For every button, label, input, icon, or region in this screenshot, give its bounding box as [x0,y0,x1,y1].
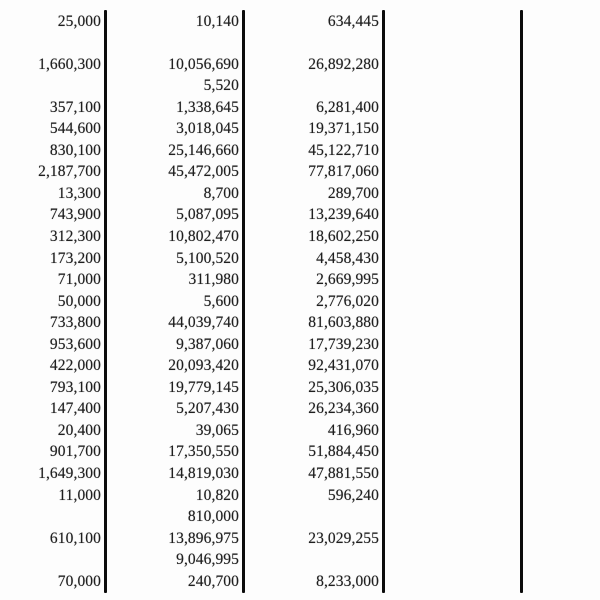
table-row [0,32,600,54]
table-cell: 5,600 [203,292,239,310]
table-cell: 793,100 [49,378,101,396]
numeric-table [0,11,600,593]
table-cell: 901,700 [49,443,101,461]
table-row [0,140,600,162]
table-cell: 3,018,045 [176,120,239,138]
table-cell: 810,000 [187,508,239,526]
table-cell: 1,649,300 [38,465,101,482]
table-row [0,312,600,334]
table-row [0,355,600,377]
table-cell: 2,776,020 [316,292,379,310]
table-row [0,226,600,248]
table-cell: 733,800 [49,314,101,332]
table-cell: 147,400 [49,400,101,418]
table-cell: 71,000 [57,271,101,289]
table-cell: 70,000 [57,572,101,590]
table-row [0,463,600,485]
table-cell: 14,819,030 [168,465,239,482]
table-cell: 596,240 [327,486,379,504]
table-cell: 289,700 [327,184,379,202]
table-row [0,377,600,399]
table-row [0,204,600,226]
table-cell: 4,458,430 [316,249,379,267]
table-cell: 45,122,710 [308,141,379,159]
table-cell: 173,200 [49,249,101,267]
table-row [0,398,600,420]
table-cell: 357,100 [49,98,101,116]
table-row [0,118,600,140]
table-row [0,248,600,270]
table-cell: 830,100 [49,141,101,159]
table-cell: 47,881,550 [308,465,379,482]
table-cell: 17,350,550 [168,443,239,461]
table-cell: 44,039,740 [168,314,239,332]
table-cell: 6,281,400 [316,98,379,116]
table-cell: 8,700 [203,184,239,202]
table-cell: 2,669,995 [316,271,379,289]
table-cell: 13,896,975 [168,529,239,547]
table-cell: 19,779,145 [168,378,239,396]
table-cell: 311,980 [188,271,239,289]
table-row [0,75,600,97]
table-cell: 743,900 [49,206,101,224]
table-row [0,97,600,119]
table-cell: 92,431,070 [308,357,379,375]
table-row [0,420,600,442]
table-cell: 5,520 [203,77,239,95]
table-cell: 8,233,000 [316,572,379,590]
table-row [0,571,600,593]
table-cell: 953,600 [49,335,101,353]
table-cell: 20,093,420 [168,357,239,375]
table-cell: 50,000 [57,292,101,310]
table-row [0,334,600,356]
table-cell: 13,300 [57,184,101,202]
table-row [0,269,600,291]
table-cell: 18,602,250 [308,227,379,245]
table-row [0,528,600,550]
table-cell: 51,884,450 [308,443,379,461]
table-cell: 5,100,520 [176,249,239,267]
table-cell: 9,387,060 [176,335,239,353]
table-cell: 20,400 [57,421,101,439]
table-cell: 5,087,095 [176,206,239,224]
table-row [0,11,600,33]
table-row [0,485,600,507]
table-cell: 10,140 [195,12,239,30]
table-cell: 45,472,005 [168,163,239,181]
table-row [0,183,600,205]
table-row [0,441,600,463]
table-cell: 77,817,060 [308,163,379,181]
table-cell: 1,338,645 [176,98,239,116]
table-cell: 81,603,880 [308,314,379,332]
table-cell: 10,802,470 [168,227,239,245]
table-cell: 26,892,280 [308,55,379,73]
table-cell: 25,306,035 [308,378,379,396]
table-cell: 11,000 [58,486,101,504]
table-cell: 240,700 [187,572,239,590]
table-cell: 634,445 [327,12,379,30]
table-cell: 25,000 [57,12,101,30]
table-cell: 23,029,255 [308,529,379,547]
table-cell: 13,239,640 [308,206,379,224]
table-cell: 26,234,360 [308,400,379,418]
table-cell: 39,065 [195,421,239,439]
table-row [0,161,600,183]
table-cell: 2,187,700 [38,163,101,181]
table-cell: 422,000 [49,357,101,375]
table-cell: 610,100 [49,529,101,547]
table-cell: 1,660,300 [38,55,101,73]
table-cell: 17,739,230 [308,335,379,353]
table-cell: 5,207,430 [176,400,239,418]
table-row [0,54,600,76]
table-row [0,506,600,528]
table-row [0,291,600,313]
table-cell: 10,820 [195,486,239,504]
table-cell: 312,300 [49,227,101,245]
table-row [0,549,600,571]
table-cell: 9,046,995 [176,551,239,569]
table-cell: 19,371,150 [308,120,379,138]
table-cell: 10,056,690 [168,55,239,73]
table-cell: 544,600 [49,120,101,138]
table-cell: 25,146,660 [168,141,239,159]
table-cell: 416,960 [327,421,379,439]
